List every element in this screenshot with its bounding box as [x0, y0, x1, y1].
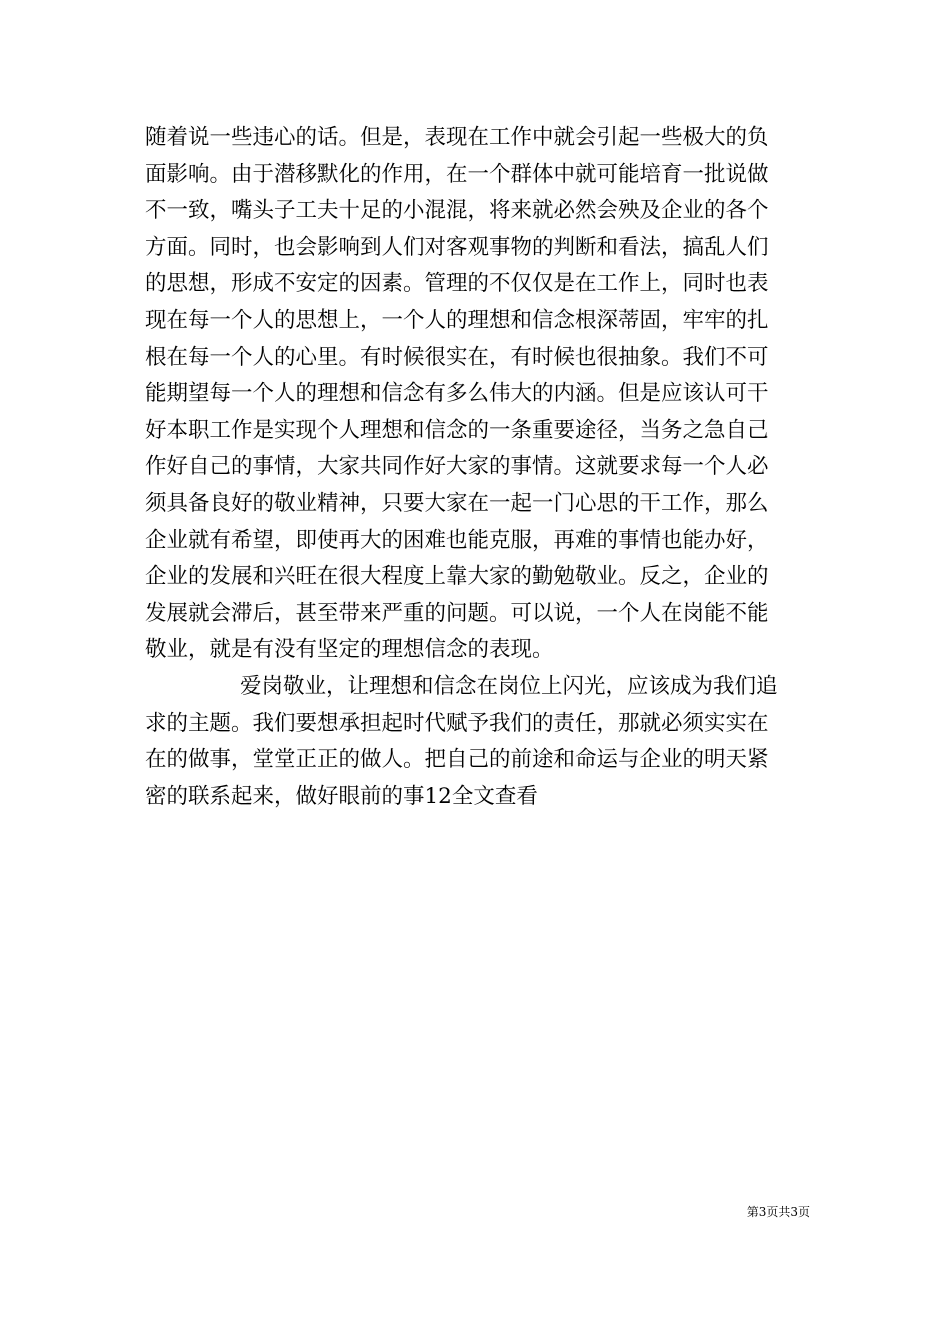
text-line: 敬业，就是有没有坚定的理想信念的表现。 [145, 637, 554, 663]
page-footer [700, 1204, 810, 1220]
text-line: 企业就有希望，即使再大的困难也能克服，再难的事情也能办好， [145, 527, 769, 553]
page-number: 第3页共3页 [746, 1205, 810, 1219]
text-line: 密的联系起来，做好眼前的事12全文查看 [145, 783, 538, 809]
body-text [145, 120, 810, 815]
text-line: 的思想，形成不安定的因素。管理的不仅仅是在工作上，同时也表 [145, 271, 769, 297]
text-line: 企业的发展和兴旺在很大程度上靠大家的勤勉敬业。反之，企业的 [145, 564, 769, 590]
text-line: 在的做事，堂堂正正的做人。把自己的前途和命运与企业的明天紧 [145, 747, 769, 773]
text-line: 爱岗敬业，让理想和信念在岗位上闪光，应该成为我们追 [240, 673, 778, 699]
text-line: 能期望每一个人的理想和信念有多么伟大的内涵。但是应该认可干 [145, 381, 769, 407]
text-line: 不一致，嘴头子工夫十足的小混混，将来就必然会殃及企业的各个 [145, 198, 769, 224]
text-line: 求的主题。我们要想承担起时代赋予我们的责任，那就必须实实在 [145, 710, 769, 736]
paragraph-2 [145, 669, 810, 815]
text-line: 作好自己的事情，大家共同作好大家的事情。这就要求每一个人必 [145, 454, 769, 480]
text-line: 方面。同时，也会影响到人们对客观事物的判断和看法，搞乱人们 [145, 234, 769, 260]
text-line: 现在每一个人的思想上，一个人的理想和信念根深蒂固，牢牢的扎 [145, 307, 769, 333]
paragraph-1 [145, 120, 810, 669]
text-line: 面影响。由于潜移默化的作用，在一个群体中就可能培育一批说做 [145, 161, 769, 187]
text-line: 随着说一些违心的话。但是，表现在工作中就会引起一些极大的负 [145, 125, 769, 150]
text-line: 发展就会滞后，甚至带来严重的问题。可以说，一个人在岗能不能 [145, 600, 769, 626]
text-line: 须具备良好的敬业精神，只要大家在一起一门心思的干工作，那么 [145, 490, 769, 516]
text-line: 根在每一个人的心里。有时候很实在，有时候也很抽象。我们不可 [145, 344, 769, 370]
text-line: 好本职工作是实现个人理想和信念的一条重要途径，当务之急自己 [145, 417, 769, 443]
